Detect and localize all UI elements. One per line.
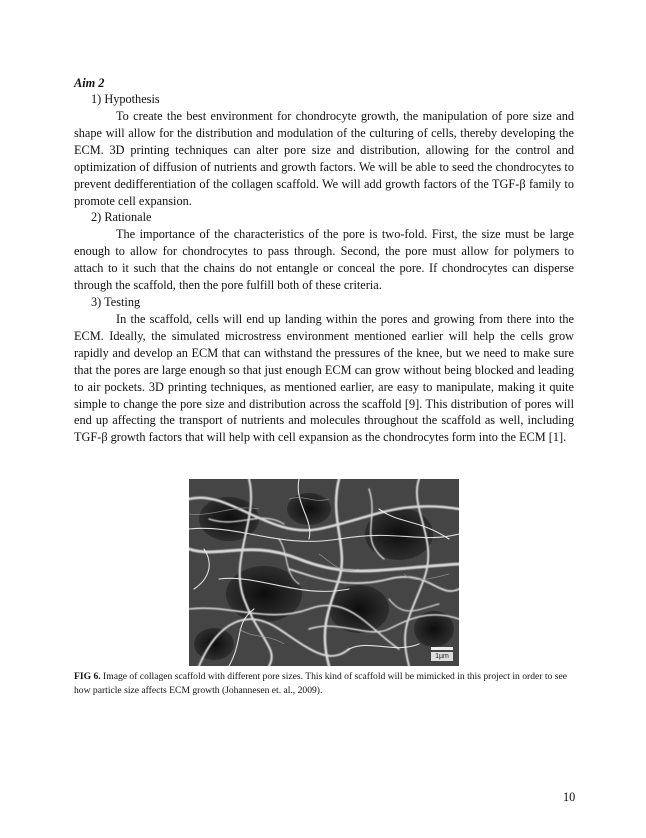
rationale-label: 2) Rationale bbox=[91, 210, 152, 224]
collagen-scaffold-image bbox=[189, 479, 459, 666]
figure-caption-label: FIG 6. bbox=[74, 671, 101, 682]
testing-block bbox=[74, 311, 574, 446]
figure-caption bbox=[74, 670, 574, 698]
hypothesis-paragraph: To create the best environment for chondrocyte growth, the manipulation of pore size and shape will allow for the distribution and modulation of the culturing of cells, thereby developing the ECM. 3D printing techniques can alter pore size and distribution, allowing for the control and optimization of diffusion of nutrients and growth factors. We will be able to seed the chondrocytes to prevent dedifferentiation of the collagen scaffold. We will add growth factors of the TGF-β family to promote cell expansion. bbox=[74, 109, 574, 208]
testing-paragraph: In the scaffold, cells will end up landing within the pores and growing from there into the ECM. Ideally, the simulated microstress environment mentioned earlier will help the cells grow rapidly and develop an ECM that can withstand the pressures of the knee, but we need to make sure that the pores are large enough so that just enough ECM can grow without being blocked and leading to air pockets. 3D printing techniques, as mentioned earlier, are easy to manipulate, making it quite simple to change the pore size and distribution across the scaffold [9]. This distribution of pores will end up affecting the transport of nutrients and molecules throughout the scaffold as well, including TGF-β growth factors that will help with cell expansion as the chondrocytes form into the ECM [1]. bbox=[74, 312, 574, 445]
scaffold-micrograph bbox=[189, 479, 459, 666]
rationale-paragraph: The importance of the characteristics of the pore is two-fold. First, the size must be large enough to allow for chondrocytes to pass through. Second, the pore must allow for polymers to attach to it such that the chains do not entangle or conceal the pore. If chondrocytes can disperse through the scaffold, then the pore fulfill both of these criteria. bbox=[74, 227, 574, 292]
rationale-block bbox=[74, 226, 574, 294]
scale-bar-label: 1µm bbox=[431, 652, 453, 661]
testing-label: 3) Testing bbox=[91, 295, 141, 309]
scale-bar bbox=[431, 647, 453, 661]
section-heading: Aim 2 bbox=[74, 76, 105, 90]
hypothesis-label: 1) Hypothesis bbox=[91, 92, 160, 106]
figure-caption-text: Image of collagen scaffold with different pore sizes. This kind of scaffold will be mimicked in this project in order to see how particle size affects ECM growth (Johannesen et. al., 2009). bbox=[74, 671, 567, 696]
page-number: 10 bbox=[563, 790, 576, 804]
hypothesis-block bbox=[74, 108, 574, 209]
scale-bar-line bbox=[431, 647, 453, 650]
